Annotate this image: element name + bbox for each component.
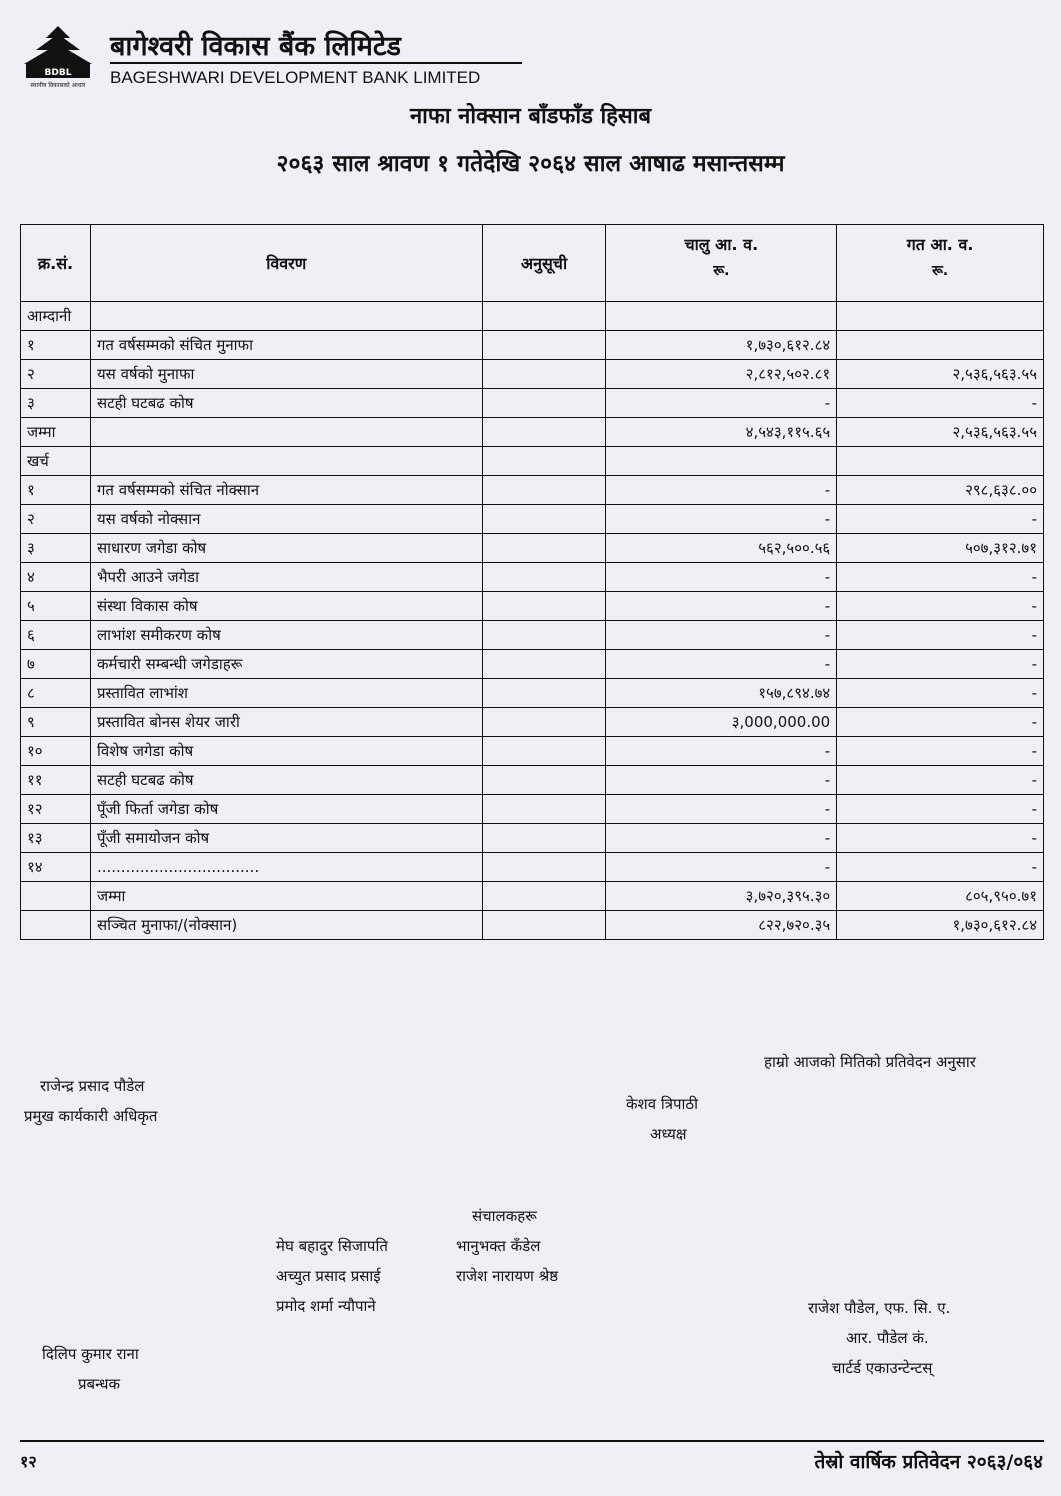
auditor-firm: आर. पौडेल कं.	[846, 1329, 929, 1347]
table-row	[21, 766, 1044, 795]
row-schedule	[482, 418, 606, 447]
row-schedule	[482, 534, 606, 563]
row-description	[90, 447, 482, 476]
row-previous-amount: -	[837, 824, 1044, 853]
manager-title: प्रबन्धक	[78, 1375, 121, 1393]
row-schedule	[482, 824, 606, 853]
table-row	[21, 621, 1044, 650]
row-sn: १४	[21, 853, 91, 882]
row-sn: ६	[21, 621, 91, 650]
director-name: भानुभक्त कँडेल	[456, 1237, 541, 1255]
row-previous-amount: -	[837, 708, 1044, 737]
row-current-amount: ५६२,५००.५६	[606, 534, 837, 563]
row-schedule	[482, 853, 606, 882]
row-description: सटही घटबढ कोष	[90, 766, 482, 795]
table-row	[21, 360, 1044, 389]
row-current-amount: -	[606, 505, 837, 534]
row-sn: १	[21, 476, 91, 505]
page-number: १२	[20, 1452, 37, 1471]
row-schedule	[482, 302, 606, 331]
row-previous-amount: -	[837, 621, 1044, 650]
row-previous-amount: -	[837, 389, 1044, 418]
row-schedule	[482, 766, 606, 795]
table-row	[21, 505, 1044, 534]
row-current-amount: -	[606, 563, 837, 592]
row-previous-amount: २,५३६,५६३.५५	[837, 360, 1044, 389]
row-sn: ७	[21, 650, 91, 679]
auditor-type: चार्टर्ड एकाउन्टेन्टस्	[832, 1359, 933, 1377]
row-previous-amount: २,५३६,५६३.५५	[837, 418, 1044, 447]
row-description: संस्था विकास कोष	[90, 592, 482, 621]
row-sn: १२	[21, 795, 91, 824]
row-schedule	[482, 911, 606, 940]
row-schedule	[482, 476, 606, 505]
row-previous-amount	[837, 331, 1044, 360]
row-schedule	[482, 331, 606, 360]
report-title-footer: तेस्रो वार्षिक प्रतिवेदन २०६३/०६४	[814, 1451, 1043, 1473]
row-schedule	[482, 679, 606, 708]
row-current-amount: -	[606, 389, 837, 418]
row-sn: १०	[21, 737, 91, 766]
row-description: जम्मा	[90, 882, 482, 911]
table-row	[21, 882, 1044, 911]
row-sn: जम्मा	[21, 418, 91, 447]
row-sn	[21, 911, 91, 940]
table-row	[21, 592, 1044, 621]
table-row	[21, 679, 1044, 708]
row-current-amount: १५७,८९४.७४	[606, 679, 837, 708]
row-previous-amount: ८०५,९५०.७१	[837, 882, 1044, 911]
director-name: राजेश नारायण श्रेष्ठ	[456, 1267, 559, 1285]
row-sn: १	[21, 331, 91, 360]
row-previous-amount	[837, 302, 1044, 331]
row-previous-amount	[837, 447, 1044, 476]
row-description: भैपरी आउने जगेडा	[90, 563, 482, 592]
chair-name: केशव त्रिपाठी	[626, 1095, 698, 1113]
row-description: सञ्चित मुनाफा/(नोक्सान)	[90, 911, 482, 940]
director-name: मेघ बहादुर सिजापति	[276, 1237, 388, 1255]
row-description: यस वर्षको नोक्सान	[90, 505, 482, 534]
header-current-label: चालु आ. व.	[684, 235, 759, 254]
row-current-amount: -	[606, 824, 837, 853]
directors-label: संचालकहरू	[472, 1207, 537, 1225]
row-current-amount: ८२२,७२०.३५	[606, 911, 837, 940]
row-previous-amount: -	[837, 737, 1044, 766]
row-schedule	[482, 737, 606, 766]
row-current-amount: -	[606, 737, 837, 766]
row-schedule	[482, 389, 606, 418]
header-schedule: अनुसूची	[482, 225, 606, 302]
manager-name: दिलिप कुमार राना	[42, 1345, 139, 1363]
row-current-amount: -	[606, 766, 837, 795]
row-previous-amount: -	[837, 853, 1044, 882]
table-row	[21, 911, 1044, 940]
header-previous-year	[837, 225, 1044, 302]
table-body	[21, 302, 1044, 940]
row-description: ..................................	[90, 853, 482, 882]
table-row	[21, 563, 1044, 592]
director-name: प्रमोद शर्मा न्यौपाने	[276, 1297, 376, 1315]
row-description	[90, 418, 482, 447]
bank-logo	[18, 24, 98, 90]
table-row	[21, 418, 1044, 447]
table-row	[21, 737, 1044, 766]
row-previous-amount: -	[837, 679, 1044, 708]
row-description: सटही घटबढ कोष	[90, 389, 482, 418]
row-description: यस वर्षको मुनाफा	[90, 360, 482, 389]
table-row	[21, 331, 1044, 360]
row-description: पूँजी समायोजन कोष	[90, 824, 482, 853]
row-description: विशेष जगेडा कोष	[90, 737, 482, 766]
statement-period: २०६३ साल श्रावण १ गतेदेखि २०६४ साल आषाढ मसान्तसम्म	[276, 151, 785, 177]
row-previous-amount: -	[837, 766, 1044, 795]
header-previous-unit: रू.	[931, 263, 949, 279]
row-previous-amount: ५०७,३१२.७१	[837, 534, 1044, 563]
row-sn: ९	[21, 708, 91, 737]
table-row	[21, 795, 1044, 824]
row-sn: खर्च	[21, 447, 91, 476]
row-sn: ८	[21, 679, 91, 708]
header-current-year	[606, 225, 837, 302]
row-schedule	[482, 882, 606, 911]
row-schedule	[482, 795, 606, 824]
row-description: प्रस्तावित बोनस शेयर जारी	[90, 708, 482, 737]
ceo-title: प्रमुख कार्यकारी अधिकृत	[24, 1107, 158, 1125]
row-current-amount: ४,५४३,११५.६५	[606, 418, 837, 447]
row-current-amount: ३,७२०,३९५.३०	[606, 882, 837, 911]
row-current-amount: १,७३०,६१२.८४	[606, 331, 837, 360]
row-schedule	[482, 708, 606, 737]
row-current-amount: -	[606, 621, 837, 650]
bank-name-english: BAGESHWARI DEVELOPMENT BANK LIMITED	[110, 68, 481, 87]
row-sn: ११	[21, 766, 91, 795]
row-description: गत वर्षसम्मको संचित नोक्सान	[90, 476, 482, 505]
row-current-amount	[606, 447, 837, 476]
row-schedule	[482, 505, 606, 534]
header-sn: क्र.सं.	[21, 225, 91, 302]
row-sn: २	[21, 360, 91, 389]
row-sn: ४	[21, 563, 91, 592]
row-sn	[21, 882, 91, 911]
profit-loss-appropriation-table	[20, 224, 1044, 940]
table-row	[21, 302, 1044, 331]
table-row	[21, 447, 1044, 476]
row-sn: ३	[21, 389, 91, 418]
row-previous-amount: -	[837, 650, 1044, 679]
row-schedule	[482, 563, 606, 592]
director-name: अच्युत प्रसाद प्रसाई	[276, 1267, 381, 1285]
row-previous-amount: -	[837, 505, 1044, 534]
row-description: कर्मचारी सम्बन्धी जगेडाहरू	[90, 650, 482, 679]
bank-header	[18, 24, 538, 94]
logo-tagline: स्थानीय विकासको आधार	[30, 82, 86, 89]
temple-logo-icon	[18, 24, 98, 90]
table-row	[21, 650, 1044, 679]
logo-abbr: BDBL	[44, 68, 72, 78]
chair-title: अध्यक्ष	[650, 1125, 687, 1143]
row-previous-amount: -	[837, 563, 1044, 592]
row-schedule	[482, 650, 606, 679]
auditor-name: राजेश पौडेल, एफ. सि. ए.	[808, 1299, 951, 1317]
row-description: गत वर्षसम्मको संचित मुनाफा	[90, 331, 482, 360]
statement-title: नाफा नोक्सान बाँडफाँड हिसाब	[409, 104, 652, 129]
row-description: पूँजी फिर्ता जगेडा कोष	[90, 795, 482, 824]
table-header-row	[21, 225, 1044, 302]
ceo-name: राजेन्द्र प्रसाद पौडेल	[40, 1077, 145, 1095]
table-row	[21, 476, 1044, 505]
table-row	[21, 853, 1044, 882]
header-previous-label: गत आ. व.	[906, 235, 974, 254]
table-row	[21, 389, 1044, 418]
row-current-amount: -	[606, 650, 837, 679]
table-row	[21, 534, 1044, 563]
row-schedule	[482, 592, 606, 621]
header-current-unit: रू.	[713, 263, 730, 279]
row-current-amount: -	[606, 592, 837, 621]
row-current-amount: -	[606, 853, 837, 882]
row-previous-amount: -	[837, 592, 1044, 621]
row-schedule	[482, 621, 606, 650]
row-description: लाभांश समीकरण कोष	[90, 621, 482, 650]
row-current-amount: २,८१२,५०२.८१	[606, 360, 837, 389]
header-rule	[110, 62, 522, 64]
bank-name-nepali: बागेश्वरी विकास बैंक लिमिटेड	[110, 31, 401, 62]
row-current-amount: ३,000,000.00	[606, 708, 837, 737]
footer-rule	[20, 1440, 1044, 1442]
row-previous-amount: -	[837, 795, 1044, 824]
row-previous-amount: २९८,६३८.००	[837, 476, 1044, 505]
row-sn: ५	[21, 592, 91, 621]
row-sn: २	[21, 505, 91, 534]
row-description	[90, 302, 482, 331]
row-description: प्रस्तावित लाभांश	[90, 679, 482, 708]
report-note: हाम्रो आजको मितिको प्रतिवेदन अनुसार	[764, 1053, 976, 1071]
row-sn: ३	[21, 534, 91, 563]
row-current-amount: -	[606, 476, 837, 505]
row-sn: १३	[21, 824, 91, 853]
row-description: साधारण जगेडा कोष	[90, 534, 482, 563]
row-schedule	[482, 360, 606, 389]
row-current-amount	[606, 302, 837, 331]
table-row	[21, 708, 1044, 737]
row-sn: आम्दानी	[21, 302, 91, 331]
row-current-amount: -	[606, 795, 837, 824]
row-schedule	[482, 447, 606, 476]
header-description: विवरण	[90, 225, 482, 302]
table-row	[21, 824, 1044, 853]
row-previous-amount: १,७३०,६१२.८४	[837, 911, 1044, 940]
